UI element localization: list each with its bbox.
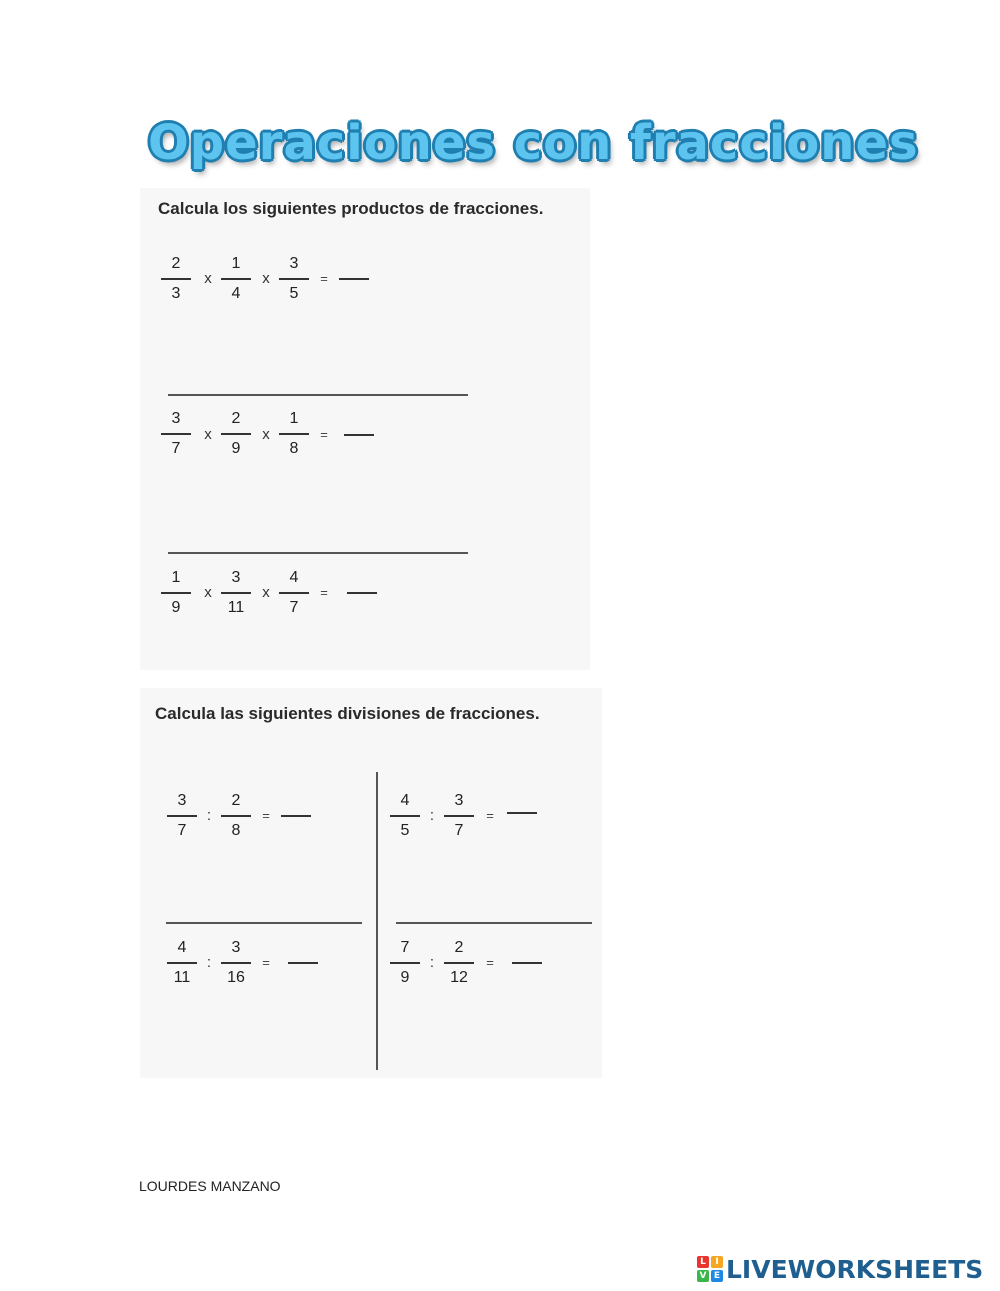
denominator: 9: [400, 969, 410, 986]
answer-line[interactable]: [347, 592, 377, 594]
multiply-operator: x: [204, 584, 212, 601]
fraction-bar: [221, 962, 251, 964]
numerator: 3: [454, 792, 464, 809]
fraction: [167, 791, 197, 841]
separator-line: [168, 552, 468, 554]
numerator: 2: [231, 410, 241, 427]
logo-block: I: [711, 1256, 723, 1268]
fraction-bar: [221, 592, 251, 594]
fraction: [167, 938, 197, 988]
denominator: 7: [289, 599, 299, 616]
multiply-operator: x: [262, 270, 270, 287]
numerator: 1: [171, 569, 181, 586]
fraction: [279, 409, 309, 459]
fraction: [221, 938, 251, 988]
fraction-bar: [221, 815, 251, 817]
divide-operator: :: [429, 807, 435, 824]
numerator: 3: [289, 255, 299, 272]
numerator: 4: [289, 569, 299, 586]
multiply-operator: x: [204, 270, 212, 287]
denominator: 8: [289, 440, 299, 457]
fraction-bar: [444, 962, 474, 964]
fraction: [161, 409, 191, 459]
logo-text: LIVEWORKSHEETS: [726, 1254, 984, 1284]
separator-line: [396, 922, 592, 924]
numerator: 3: [177, 792, 187, 809]
divide-operator: :: [206, 807, 212, 824]
fraction: [221, 254, 251, 304]
fraction-bar: [279, 433, 309, 435]
divisions-panel: [140, 688, 602, 1078]
equals-sign: =: [320, 585, 328, 600]
divide-operator: :: [206, 954, 212, 971]
multiply-operator: x: [204, 426, 212, 443]
fraction: [221, 409, 251, 459]
fraction: [444, 791, 474, 841]
equals-sign: =: [262, 955, 270, 970]
equals-sign: =: [320, 427, 328, 442]
denominator: 3: [171, 285, 181, 302]
multiply-operator: x: [262, 426, 270, 443]
fraction-bar: [161, 278, 191, 280]
numerator: 3: [231, 569, 241, 586]
numerator: 2: [454, 939, 464, 956]
fraction: [221, 568, 251, 618]
fraction-bar: [161, 433, 191, 435]
logo-block: E: [711, 1270, 723, 1282]
liveworksheets-logo[interactable]: [697, 1253, 983, 1285]
denominator: 9: [231, 440, 241, 457]
answer-line[interactable]: [288, 962, 318, 964]
denominator: 9: [171, 599, 181, 616]
denominator: 16: [227, 969, 245, 986]
logo-block: L: [697, 1256, 709, 1268]
separator-line: [166, 922, 362, 924]
logo-block: V: [697, 1270, 709, 1282]
logo-blocks-icon: [697, 1256, 723, 1282]
divisions-instruction: Calcula las siguientes divisiones de fracciones.: [155, 704, 540, 723]
answer-line[interactable]: [281, 815, 311, 817]
fraction-bar: [167, 962, 197, 964]
denominator: 5: [289, 285, 299, 302]
numerator: 2: [231, 792, 241, 809]
denominator: 8: [231, 822, 241, 839]
denominator: 11: [227, 599, 245, 616]
column-divider: [376, 772, 378, 1070]
worksheet-title: Operaciones con fracciones: [148, 115, 919, 171]
separator-line: [168, 394, 468, 396]
fraction: [161, 568, 191, 618]
fraction-bar: [279, 278, 309, 280]
equals-sign: =: [320, 271, 328, 286]
denominator: 12: [450, 969, 468, 986]
fraction: [390, 938, 420, 988]
fraction-bar: [390, 815, 420, 817]
author-name: LOURDES MANZANO: [139, 1178, 281, 1194]
products-instruction: Calcula los siguientes productos de fracciones.: [158, 199, 544, 218]
fraction-bar: [221, 278, 251, 280]
equals-sign: =: [486, 955, 494, 970]
divide-operator: :: [429, 954, 435, 971]
denominator: 7: [454, 822, 464, 839]
fraction: [279, 568, 309, 618]
numerator: 1: [289, 410, 299, 427]
multiply-operator: x: [262, 584, 270, 601]
denominator: 5: [400, 822, 410, 839]
denominator: 4: [231, 285, 241, 302]
answer-line[interactable]: [344, 434, 374, 436]
answer-line[interactable]: [512, 962, 542, 964]
answer-line[interactable]: [507, 812, 537, 814]
fraction: [279, 254, 309, 304]
numerator: 2: [171, 255, 181, 272]
answer-line[interactable]: [339, 278, 369, 280]
fraction: [221, 791, 251, 841]
equals-sign: =: [262, 808, 270, 823]
fraction: [161, 254, 191, 304]
denominator: 7: [171, 440, 181, 457]
denominator: 11: [173, 969, 191, 986]
numerator: 1: [231, 255, 241, 272]
fraction: [390, 791, 420, 841]
fraction-bar: [279, 592, 309, 594]
numerator: 7: [400, 939, 410, 956]
fraction-bar: [221, 433, 251, 435]
fraction: [444, 938, 474, 988]
fraction-bar: [161, 592, 191, 594]
fraction-bar: [444, 815, 474, 817]
equals-sign: =: [486, 808, 494, 823]
fraction-bar: [390, 962, 420, 964]
numerator: 3: [231, 939, 241, 956]
denominator: 7: [177, 822, 187, 839]
numerator: 3: [171, 410, 181, 427]
numerator: 4: [177, 939, 187, 956]
fraction-bar: [167, 815, 197, 817]
numerator: 4: [400, 792, 410, 809]
